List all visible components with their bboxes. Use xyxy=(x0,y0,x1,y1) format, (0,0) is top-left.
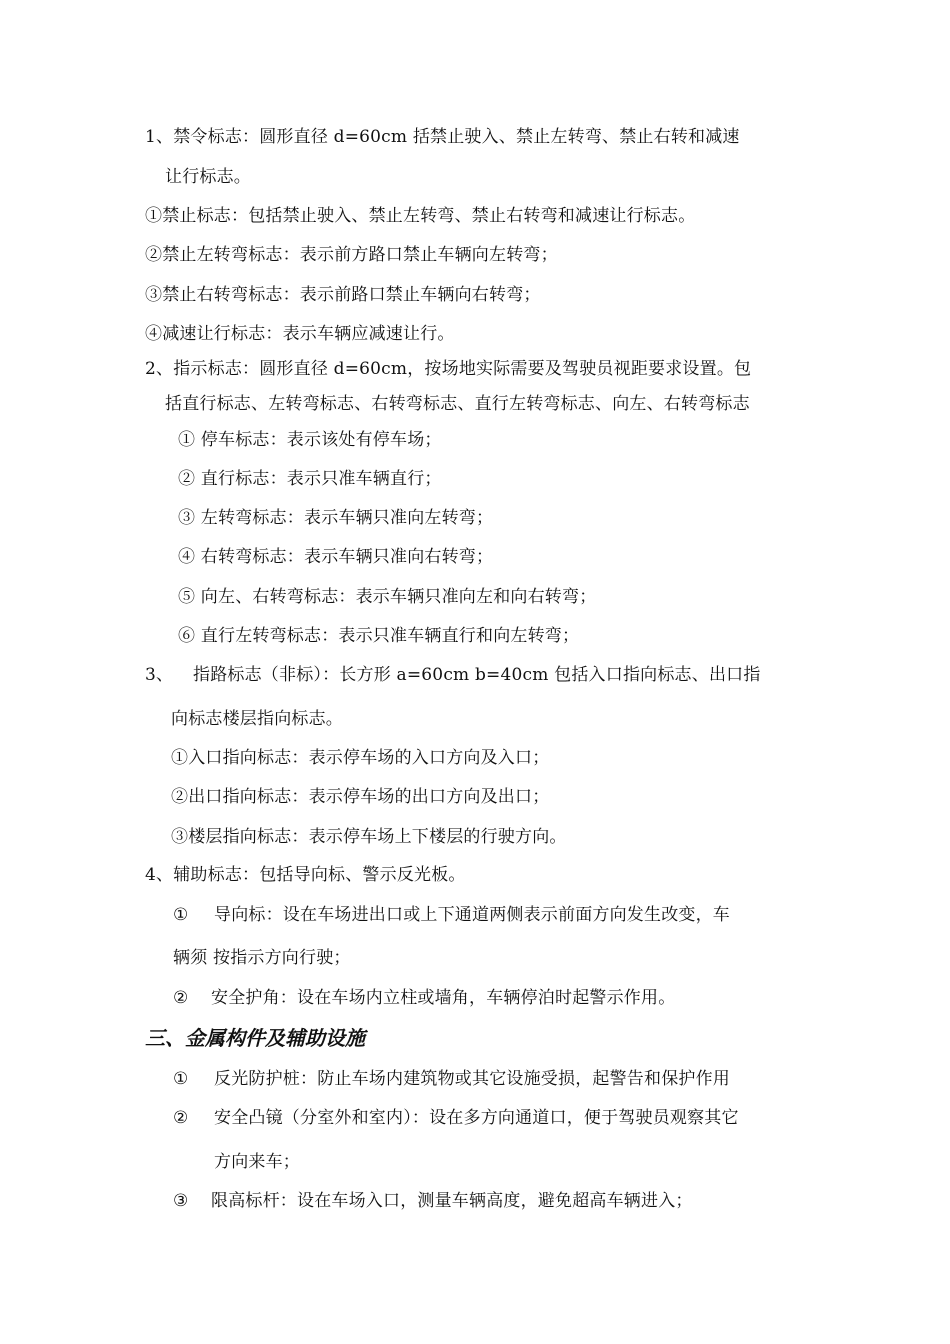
item4-sub1-line2: 辆须 按指示方向行驶； xyxy=(173,948,351,968)
item1-line1: 1、禁令标志：圆形直径 d=60cm 括禁止驶入、禁止左转弯、禁止右转和减速 xyxy=(145,127,740,147)
section3-sub3-number: ③ xyxy=(173,1191,189,1211)
item4-line1: 4、辅助标志：包括导向标、警示反光板。 xyxy=(145,865,466,885)
item2-sub-6: ⑥ 直行左转弯标志：表示只准车辆直行和向左转弯； xyxy=(178,626,580,646)
item2-sub-3: ③ 左转弯标志：表示车辆只准向左转弯； xyxy=(178,508,494,528)
item3-sub-3: ③楼层指向标志：表示停车场上下楼层的行驶方向。 xyxy=(171,827,567,847)
item1-sub-1: ①禁止标志：包括禁止驶入、禁止左转弯、禁止右转弯和减速让行标志。 xyxy=(145,206,696,226)
item1-sub-3: ③禁止右转弯标志：表示前路口禁止车辆向右转弯； xyxy=(145,285,541,305)
item4-sub1-line1: 导向标：设在车场进出口或上下通道两侧表示前面方向发生改变，车 xyxy=(214,905,730,925)
item2-line1: 2、指示标志：圆形直径 d=60cm，按场地实际需要及驾驶员视距要求设置。包 xyxy=(145,359,752,379)
item3-number: 3、 xyxy=(145,665,174,685)
item3-sub-2: ②出口指向标志：表示停车场的出口方向及出口； xyxy=(171,787,550,807)
item3-line2: 向标志楼层指向标志。 xyxy=(171,709,343,729)
item4-sub2-line1: 安全护角：设在车场内立柱或墙角，车辆停泊时起警示作用。 xyxy=(211,988,676,1008)
item2-sub-1: ① 停车标志：表示该处有停车场； xyxy=(178,430,442,450)
section3-sub2-line1: 安全凸镜（分室外和室内）：设在多方向通道口，便于驾驶员观察其它 xyxy=(214,1108,739,1128)
section-heading: 三、金属构件及辅助设施 xyxy=(145,1026,365,1050)
item2-sub-4: ④ 右转弯标志：表示车辆只准向右转弯； xyxy=(178,547,494,567)
item2-sub-2: ② 直行标志：表示只准车辆直行； xyxy=(178,469,442,489)
item1-line2: 让行标志。 xyxy=(165,167,251,187)
section3-sub3-line1: 限高标杆：设在车场入口，测量车辆高度，避免超高车辆进入； xyxy=(211,1191,693,1211)
item1-sub-4: ④减速让行标志：表示车辆应减速让行。 xyxy=(145,324,455,344)
item3-sub-1: ①入口指向标志：表示停车场的入口方向及入口； xyxy=(171,748,550,768)
section3-sub1-line1: 反光防护桩：防止车场内建筑物或其它设施受损，起警告和保护作用 xyxy=(214,1069,730,1089)
item2-line2: 括直行标志、左转弯标志、右转弯标志、直行左转弯标志、向左、右转弯标志 xyxy=(165,394,750,414)
item1-sub-2: ②禁止左转弯标志：表示前方路口禁止车辆向左转弯； xyxy=(145,245,558,265)
item4-sub2-number: ② xyxy=(173,988,189,1008)
section3-sub2-line2: 方向来车； xyxy=(214,1152,300,1172)
section3-sub2-number: ② xyxy=(173,1108,189,1128)
item3-line1: 指路标志（非标）：长方形 a=60cm b=40cm 包括入口指向标志、出口指 xyxy=(193,665,761,685)
item2-sub-5: ⑤ 向左、右转弯标志：表示车辆只准向左和向右转弯； xyxy=(178,587,597,607)
section3-sub1-number: ① xyxy=(173,1069,189,1089)
item4-sub1-number: ① xyxy=(173,905,189,925)
